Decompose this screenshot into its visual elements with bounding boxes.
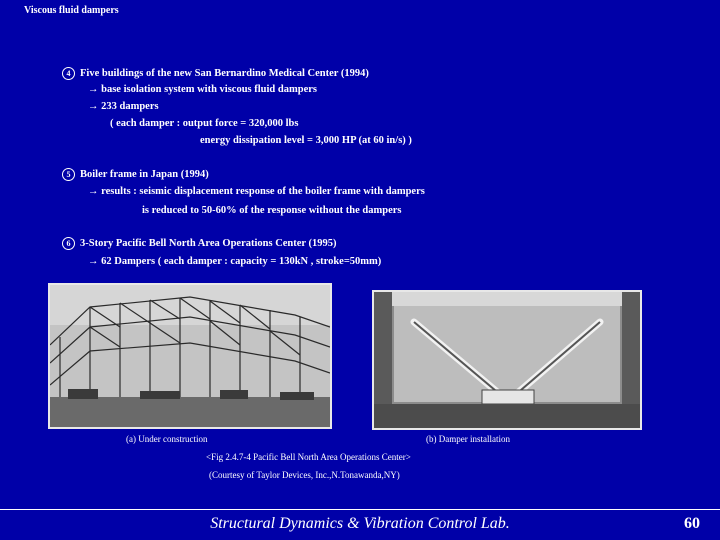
courtesy-caption: (Courtesy of Taylor Devices, Inc.,N.Tonawanda,NY) [209,470,400,480]
section-4-title [62,67,369,80]
section-title-text: 3-Story Pacific Bell North Area Operations Center (1995) [80,238,337,249]
caption-damper-installation: (b) Damper installation [426,434,510,444]
section-4-line-3: ( each damper : output force = 320,000 lbs [110,118,299,129]
section-5-line-2: is reduced to 50-60% of the response without the dampers [142,205,402,216]
figure-caption: <Fig 2.4.7-4 Pacific Bell North Area Operations Center> [206,452,411,462]
steel-frame-image [50,285,330,427]
section-title-text: Boiler frame in Japan (1994) [80,169,209,180]
footer-divider [0,509,720,510]
damper-installation-image [374,292,640,428]
section-4-line-4: energy dissipation level = 3,000 HP (at 60 in/s) ) [200,135,412,146]
construction-photo [48,283,332,429]
section-title-text: Five buildings of the new San Bernardino Medical Center (1994) [80,68,369,79]
caption-under-construction: (a) Under construction [126,434,208,444]
section-6-title [62,237,337,250]
slide-header: Viscous fluid dampers [24,5,119,16]
damper-photo [372,290,642,430]
section-4-line-2: → 233 dampers [88,101,159,112]
footer-lab-title: Structural Dynamics & Vibration Control Lab. [210,515,510,532]
section-6-line-1: → 62 Dampers ( each damper : capacity = 130kN , stroke=50mm) [88,256,382,267]
page-number: 60 [684,515,700,532]
section-5-line-1: → results : seismic displacement response of the boiler frame with dampers [88,186,425,197]
section-number-badge: 5 [62,168,75,181]
section-4-line-1: → base isolation system with viscous fluid dampers [88,84,317,95]
section-number-badge: 6 [62,237,75,250]
section-5-title [62,168,209,181]
section-number-badge: 4 [62,67,75,80]
